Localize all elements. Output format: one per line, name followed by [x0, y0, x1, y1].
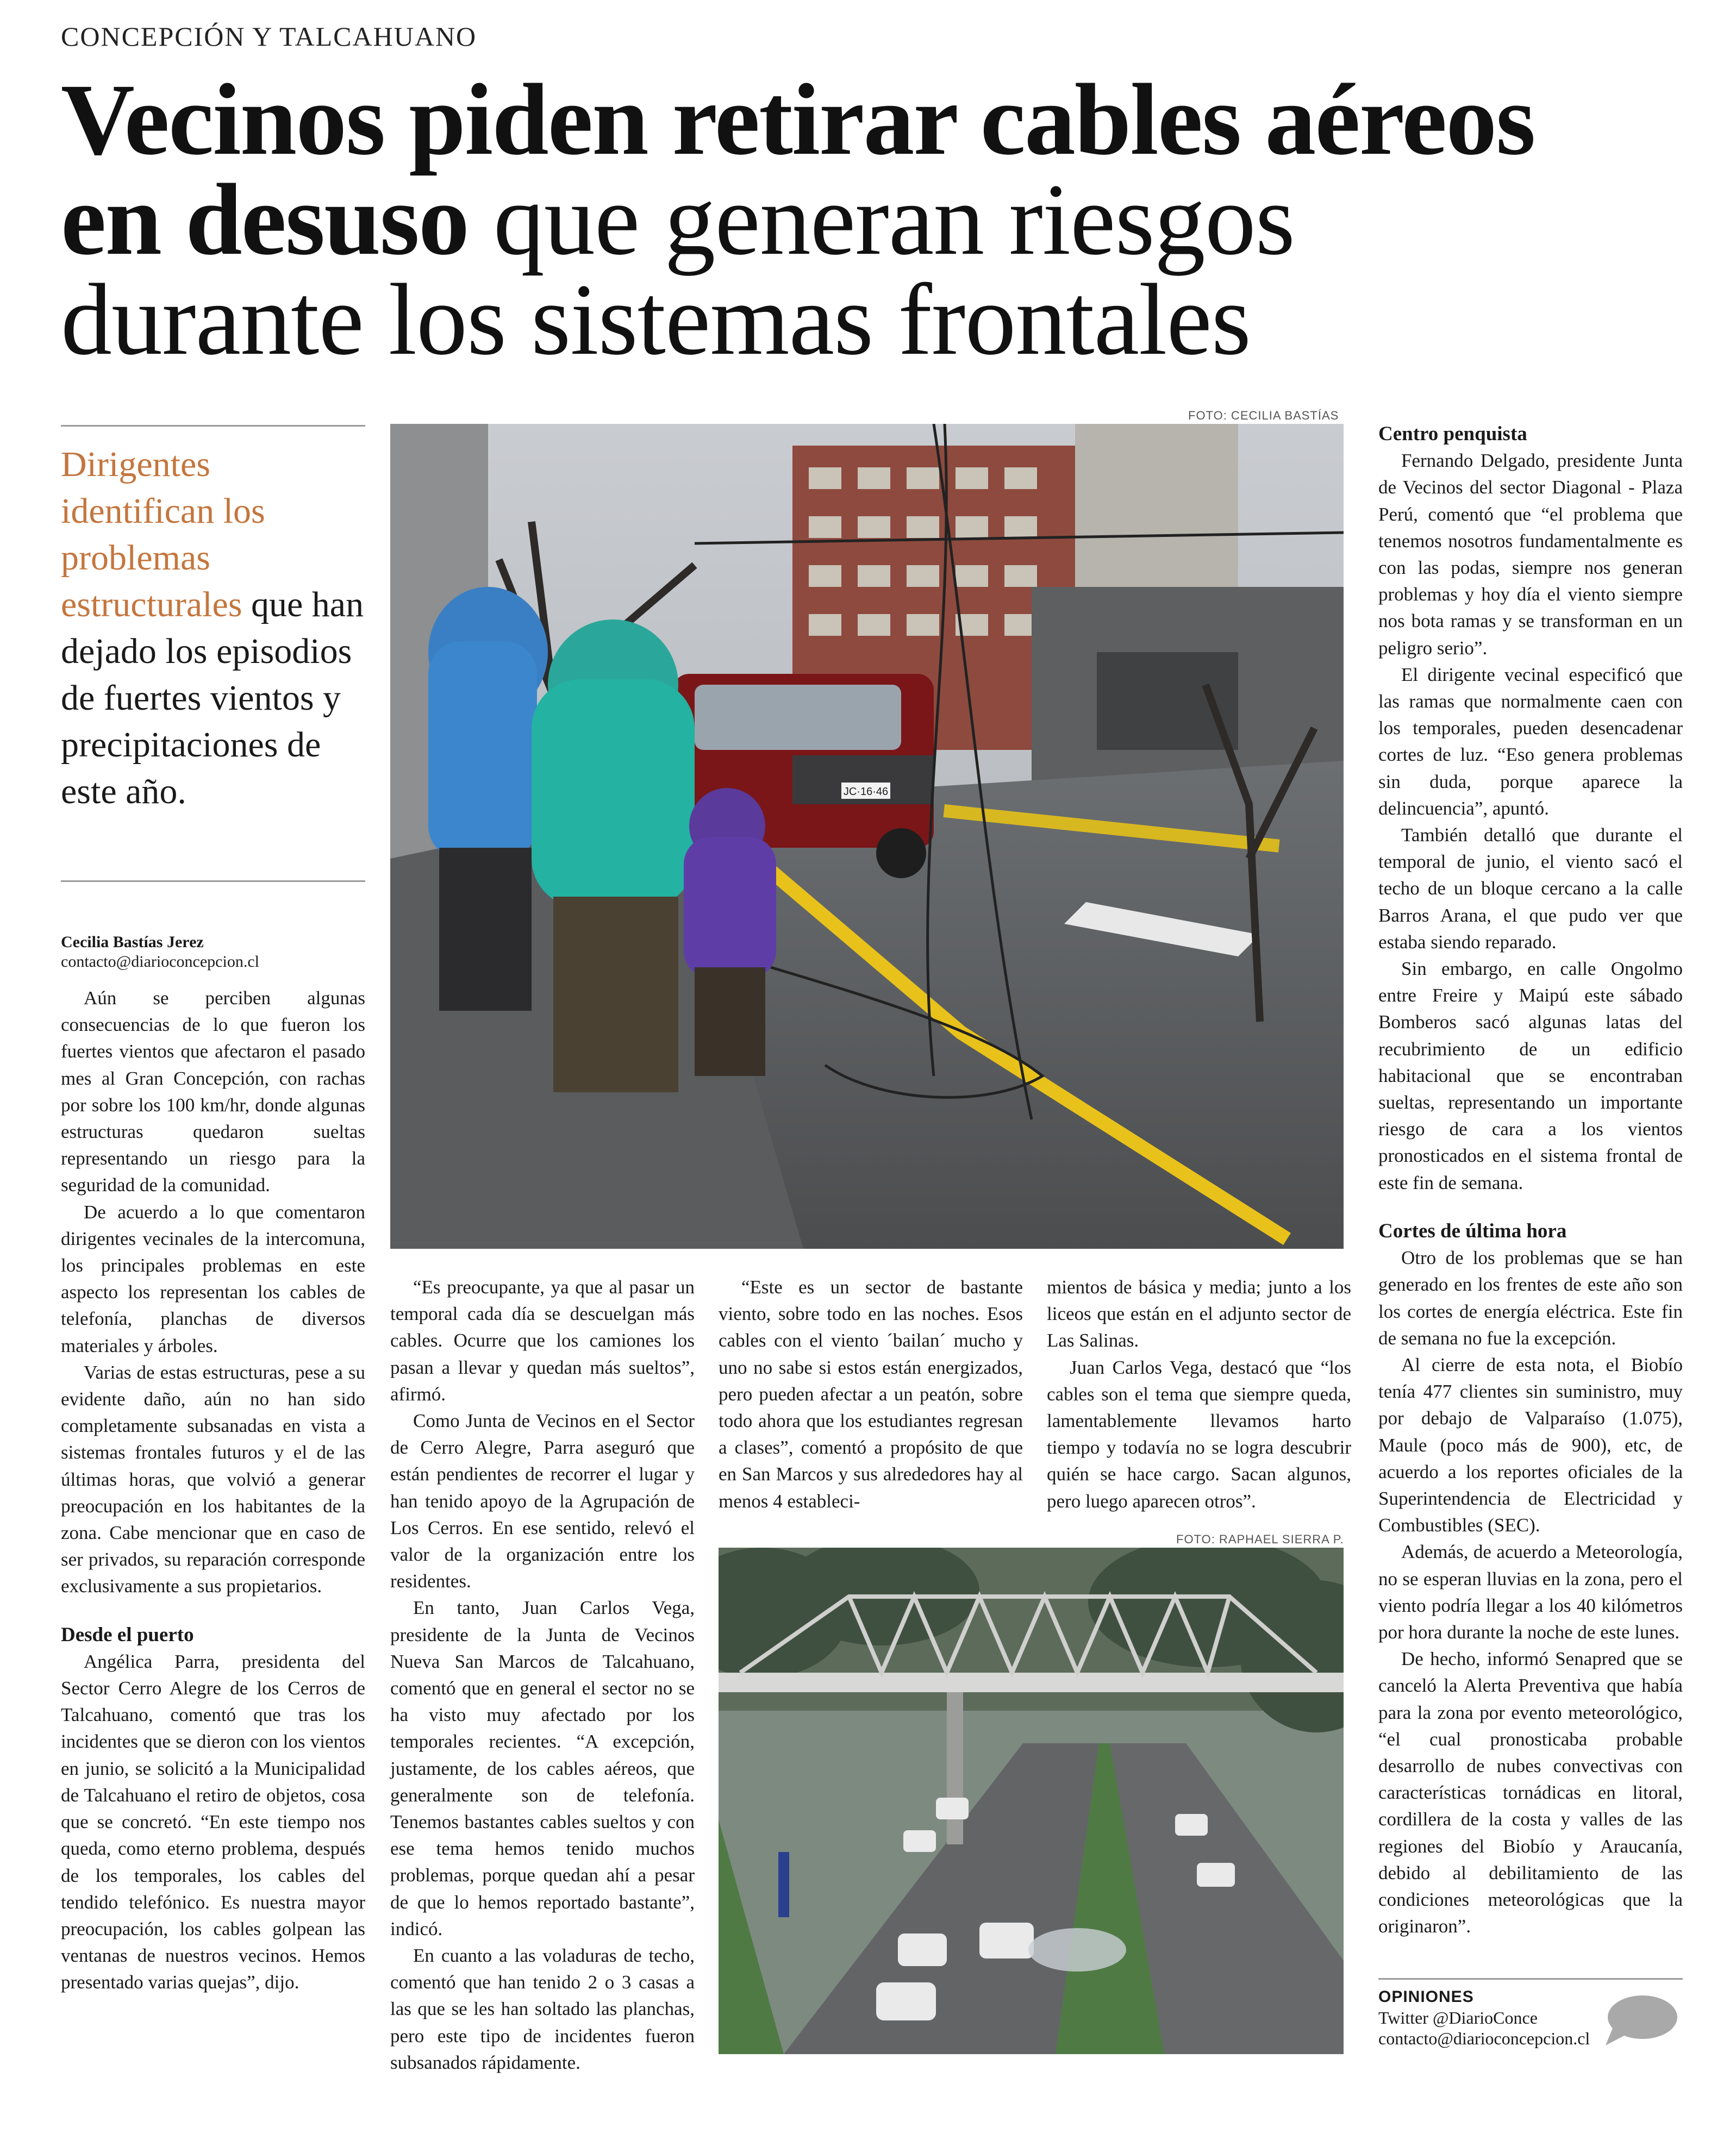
paragraph: Sin embargo, en calle Ongolmo entre Freire y Maipú este sábado Bomberos sacó algunas latas del recubrimiento de un edificio habitacional que se encontraban sueltas, representando un importante riesgo de cara a los vientos pronosticados en el sistema frontal de este fin de semana.	[1378, 958, 1683, 1193]
street-photo	[390, 424, 1344, 1249]
byline-name: Cecilia Bastías Jerez	[61, 933, 204, 951]
photo-credit-2: FOTO: RAPHAEL SIERRA P.	[1176, 1532, 1344, 1546]
lead-summary	[61, 441, 365, 815]
byline	[61, 933, 259, 972]
paragraph: De hecho, informó Senapred que se canceló la Alerta Preventiva que había para la zona por evento meteorológico, “el cual pronosticaba probable desarrollo de nubes convectivas con características tornádicas en litoral, cordillera de la costa y valles de las regiones del Biobío y Araucanía, debido al debilitamiento de las condiciones meteorológicas que la originaron”.	[1378, 1648, 1683, 1937]
paragraph: El dirigente vecinal especificó que las ramas que normalmente caen con los temporales, pueden desencadenar cortes de luz. “Eso genera problemas sin duda, porque aparece la delincuencia”, apuntó.	[1378, 664, 1683, 819]
opiniones-rule	[1378, 1978, 1683, 1980]
opiniones-title: OPINIONES	[1378, 1988, 1474, 2006]
subheading: Centro penquista	[1378, 423, 1527, 445]
lead-highlight: Dirigentes identifican los problemas estructurales	[61, 445, 265, 624]
headline-regular-line2: que generan riesgos	[468, 162, 1295, 276]
paragraph: Juan Carlos Vega, destacó que “los cables son el tema que siempre queda, lamentablemente llevamos harto tiempo y todavía no se logra descubrir quién se hace cargo. Sacan algunos, pero luego aparecen otros”.	[1047, 1356, 1351, 1512]
paragraph: mientos de básica y media; junto a los liceos que están en el adjunto sector de Las Salinas.	[1047, 1277, 1351, 1351]
article-column-2	[390, 1274, 695, 2076]
subheading: Desde el puerto	[61, 1623, 194, 1646]
highway-photo-illustration	[719, 1548, 1344, 2054]
paragraph: También detalló que durante el temporal de junio, el viento sacó el techo de un bloque cercano a la calle Barros Arana, el que pudo ver que estaba siendo reparado.	[1378, 824, 1683, 953]
paragraph: “Este es un sector de bastante viento, sobre todo en las noches. Esos cables con el viento ´bailan´ mucho y uno no sabe si estos están energizados, pero pueden afectar a un peatón, sobre todo ahora que los estudiantes regresan a clases”, comentó a propósito de que en San Marcos y sus alrededores hay al menos 4 estableci-	[719, 1277, 1023, 1512]
paragraph: Aún se perciben algunas consecuencias de lo que fueron los fuertes vientos que afectaron el pasado mes al Gran Concepción, con rachas por sobre los 100 km/hr, donde algunas estructuras quedaron sueltas representando un riesgo para la seguridad de la comunidad.	[61, 987, 365, 1196]
street-photo-illustration	[390, 424, 1344, 1249]
highway-photo	[719, 1548, 1344, 2054]
paragraph: En tanto, Juan Carlos Vega, presidente de la Junta de Vecinos Nueva San Marcos de Talcahuano, comentó que en general el sector no se ha visto muy afectado por los temporales recientes. “A excepción, justamente, de los cables aéreos, que generalmente son de telefonía. Tenemos bastantes cables sueltos y con ese tema hemos tenido muchos problemas, porque quedan ahí a pesar de que lo hemos reportado bastante”, indicó.	[390, 1597, 695, 1939]
opiniones-box	[1378, 1987, 1736, 2049]
byline-email[interactable]: contacto@diarioconcepcion.cl	[61, 953, 259, 971]
article-column-3	[719, 1274, 1023, 1515]
headline	[61, 62, 1691, 376]
paragraph: De acuerdo a lo que comentaron dirigentes vecinales de la intercomuna, los principales problemas en este aspecto los representan los cables de telefonía, planchas de diversos materiales y árboles.	[61, 1201, 365, 1356]
headline-bold-line2: en desuso	[61, 162, 469, 276]
paragraph: “Es preocupante, ya que al pasar un temporal cada día se descuelgan más cables. Ocurre que los camiones los pasan a llevar y quedan más sueltos”, afirmó.	[390, 1277, 695, 1405]
photo-credit-1: FOTO: CECILIA BASTÍAS	[1188, 409, 1339, 422]
paragraph: Al cierre de esta nota, el Biobío tenía 477 clientes sin suministro, muy por debajo de Valparaíso (1.075), Maule (poco más de 900), etc, de acuerdo a los reportes oficiales de la Superintendencia de Electricidad y Combustibles (SEC).	[1378, 1354, 1683, 1536]
paragraph: Angélica Parra, presidenta del Sector Cerro Alegre de los Cerros de Talcahuano, comentó que tras los incidentes que se dieron con los vientos en junio, se solicitó a la Municipalidad de Talcahuano el retiro de objetos, cosa que se concretó. “En este tiempo nos queda, como eterno problema, después de los temporales, los cables del tendido telefónico. Es nuestra mayor preocupación, los cables golpean las ventanas de nuestros vecinos. Hemos presentado varias quejas”, dijo.	[61, 1650, 365, 1993]
headline-bold-line1: Vecinos piden retirar cables aéreos	[61, 62, 1535, 176]
paragraph: Como Junta de Vecinos en el Sector de Cerro Alegre, Parra aseguró que están pendientes de recorrer el lugar y han tenido apoyo de la Agrupación de Los Cerros. En ese sentido, relevó el valor de la organización entre los residentes.	[390, 1410, 695, 1592]
license-plate-text: JC·16·46	[843, 786, 889, 798]
subheading: Cortes de última hora	[1378, 1219, 1567, 1242]
lead-top-rule	[61, 425, 365, 427]
paragraph: Fernando Delgado, presidente Junta de Vecinos del sector Diagonal - Plaza Perú, comentó que “el problema que tenemos nosotros fundamentalmente es con las podas, siempre nos generan problemas y hoy día el viento siempre nos bota ramas y se transforman en un peligro serio”.	[1378, 450, 1683, 659]
paragraph: Además, de acuerdo a Meteorología, no se esperan lluvias en la zona, pero el viento podría llegar a los 40 kilómetros por hora durante la noche de este lunes.	[1378, 1541, 1683, 1643]
paragraph: Varias de estas estructuras, pese a su evidente daño, aún no han sido completamente subsanadas en vista a sistemas frontales futuros y el de las últimas horas, que volvió a generar preocupación en los habitantes de la zona. Cabe mencionar que en caso de ser privados, su reparación corresponde exclusivamente a sus propietarios.	[61, 1361, 365, 1597]
article-column-1	[61, 985, 365, 1996]
paragraph: En cuanto a las voladuras de techo, comentó que han tenido 2 o 3 casas a las que se les han soltado las planchas, pero este tipo de incidentes fueron subsanados rápidamente.	[390, 1945, 695, 2073]
article-column-4	[1047, 1274, 1351, 1515]
section-label: CONCEPCIÓN Y TALCAHUANO	[61, 21, 477, 52]
headline-regular-line3: durante los sistemas frontales	[61, 262, 1251, 376]
paragraph: Otro de los problemas que se han generado en los frentes de este año son los cortes de energía eléctrica. Este fin de semana no fue la excepción.	[1378, 1247, 1683, 1349]
lead-rest: que han dejado los episodios de fuertes vientos y precipitaciones de este año.	[61, 585, 364, 811]
article-column-5	[1378, 421, 1683, 1939]
speech-bubble-icon	[1601, 1993, 1679, 2050]
lead-bottom-rule	[61, 880, 365, 882]
opiniones-email[interactable]: contacto@diarioconcepcion.cl	[1378, 2029, 1590, 2048]
opiniones-twitter[interactable]: Twitter @DiarioConce	[1378, 2008, 1538, 2028]
